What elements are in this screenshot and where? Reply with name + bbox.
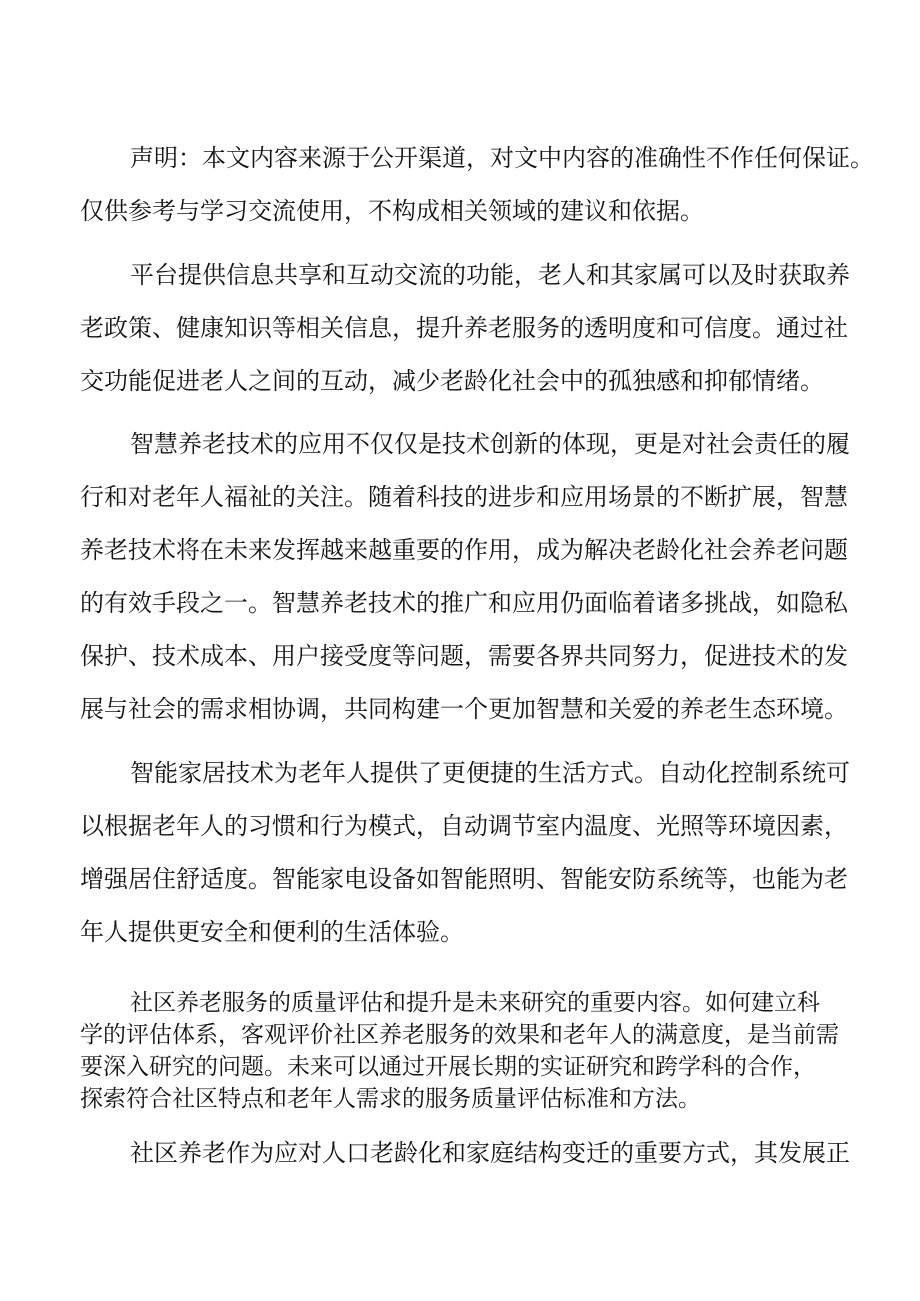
text-line: 智能家居技术为老年人提供了更便捷的生活方式。自动化控制系统可: [130, 759, 850, 787]
text-line: 增强居住舒适度。智能家电设备如智能照明、智能安防系统等，也能为老: [80, 865, 848, 893]
text-line: 行和对老年人福祉的关注。随着科技的进步和应用场景的不断扩展，智慧: [80, 483, 848, 511]
text-line: 老政策、健康知识等相关信息，提升养老服务的透明度和可信度。通过社: [80, 314, 848, 342]
text-line: 要深入研究的问题。未来可以通过开展长期的实证研究和跨学科的合作，: [80, 1054, 816, 1080]
text-line: 学的评估体系，客观评价社区养老服务的效果和老年人的满意度，是当前需: [80, 1022, 839, 1048]
text-line: 社区养老服务的质量评估和提升是未来研究的重要内容。如何建立科: [130, 990, 820, 1016]
text-line: 平台提供信息共享和互动交流的功能，老人和其家属可以及时获取养: [130, 261, 850, 289]
text-line: 以根据老年人的习惯和行为模式，自动调节室内温度、光照等环境因素，: [80, 812, 848, 840]
text-line: 声明：本文内容来源于公开渠道，对文中内容的准确性不作任何保证。: [130, 144, 874, 172]
text-line: 展与社会的需求相协调，共同构建一个更加智慧和关爱的养老生态环境。: [80, 695, 848, 723]
text-line: 保护、技术成本、用户接受度等问题，需要各界共同努力，促进技术的发: [80, 642, 848, 670]
text-line: 探索符合社区特点和老年人需求的服务质量评估标准和方法。: [80, 1086, 701, 1112]
text-line: 仅供参考与学习交流使用，不构成相关领域的建议和依据。: [80, 197, 704, 225]
text-line: 智慧养老技术的应用不仅仅是技术创新的体现，更是对社会责任的履: [130, 430, 850, 458]
text-line: 交功能促进老人之间的互动，减少老龄化社会中的孤独感和抑郁情绪。: [80, 367, 824, 395]
text-line: 社区养老作为应对人口老龄化和家庭结构变迁的重要方式，其发展正: [130, 1139, 850, 1167]
text-line: 的有效手段之一。智慧养老技术的推广和应用仍面临着诸多挑战，如隐私: [80, 589, 848, 617]
text-line: 年人提供更安全和便利的生活体验。: [80, 918, 464, 946]
text-line: 养老技术将在未来发挥越来越重要的作用，成为解决老龄化社会养老问题: [80, 536, 848, 564]
